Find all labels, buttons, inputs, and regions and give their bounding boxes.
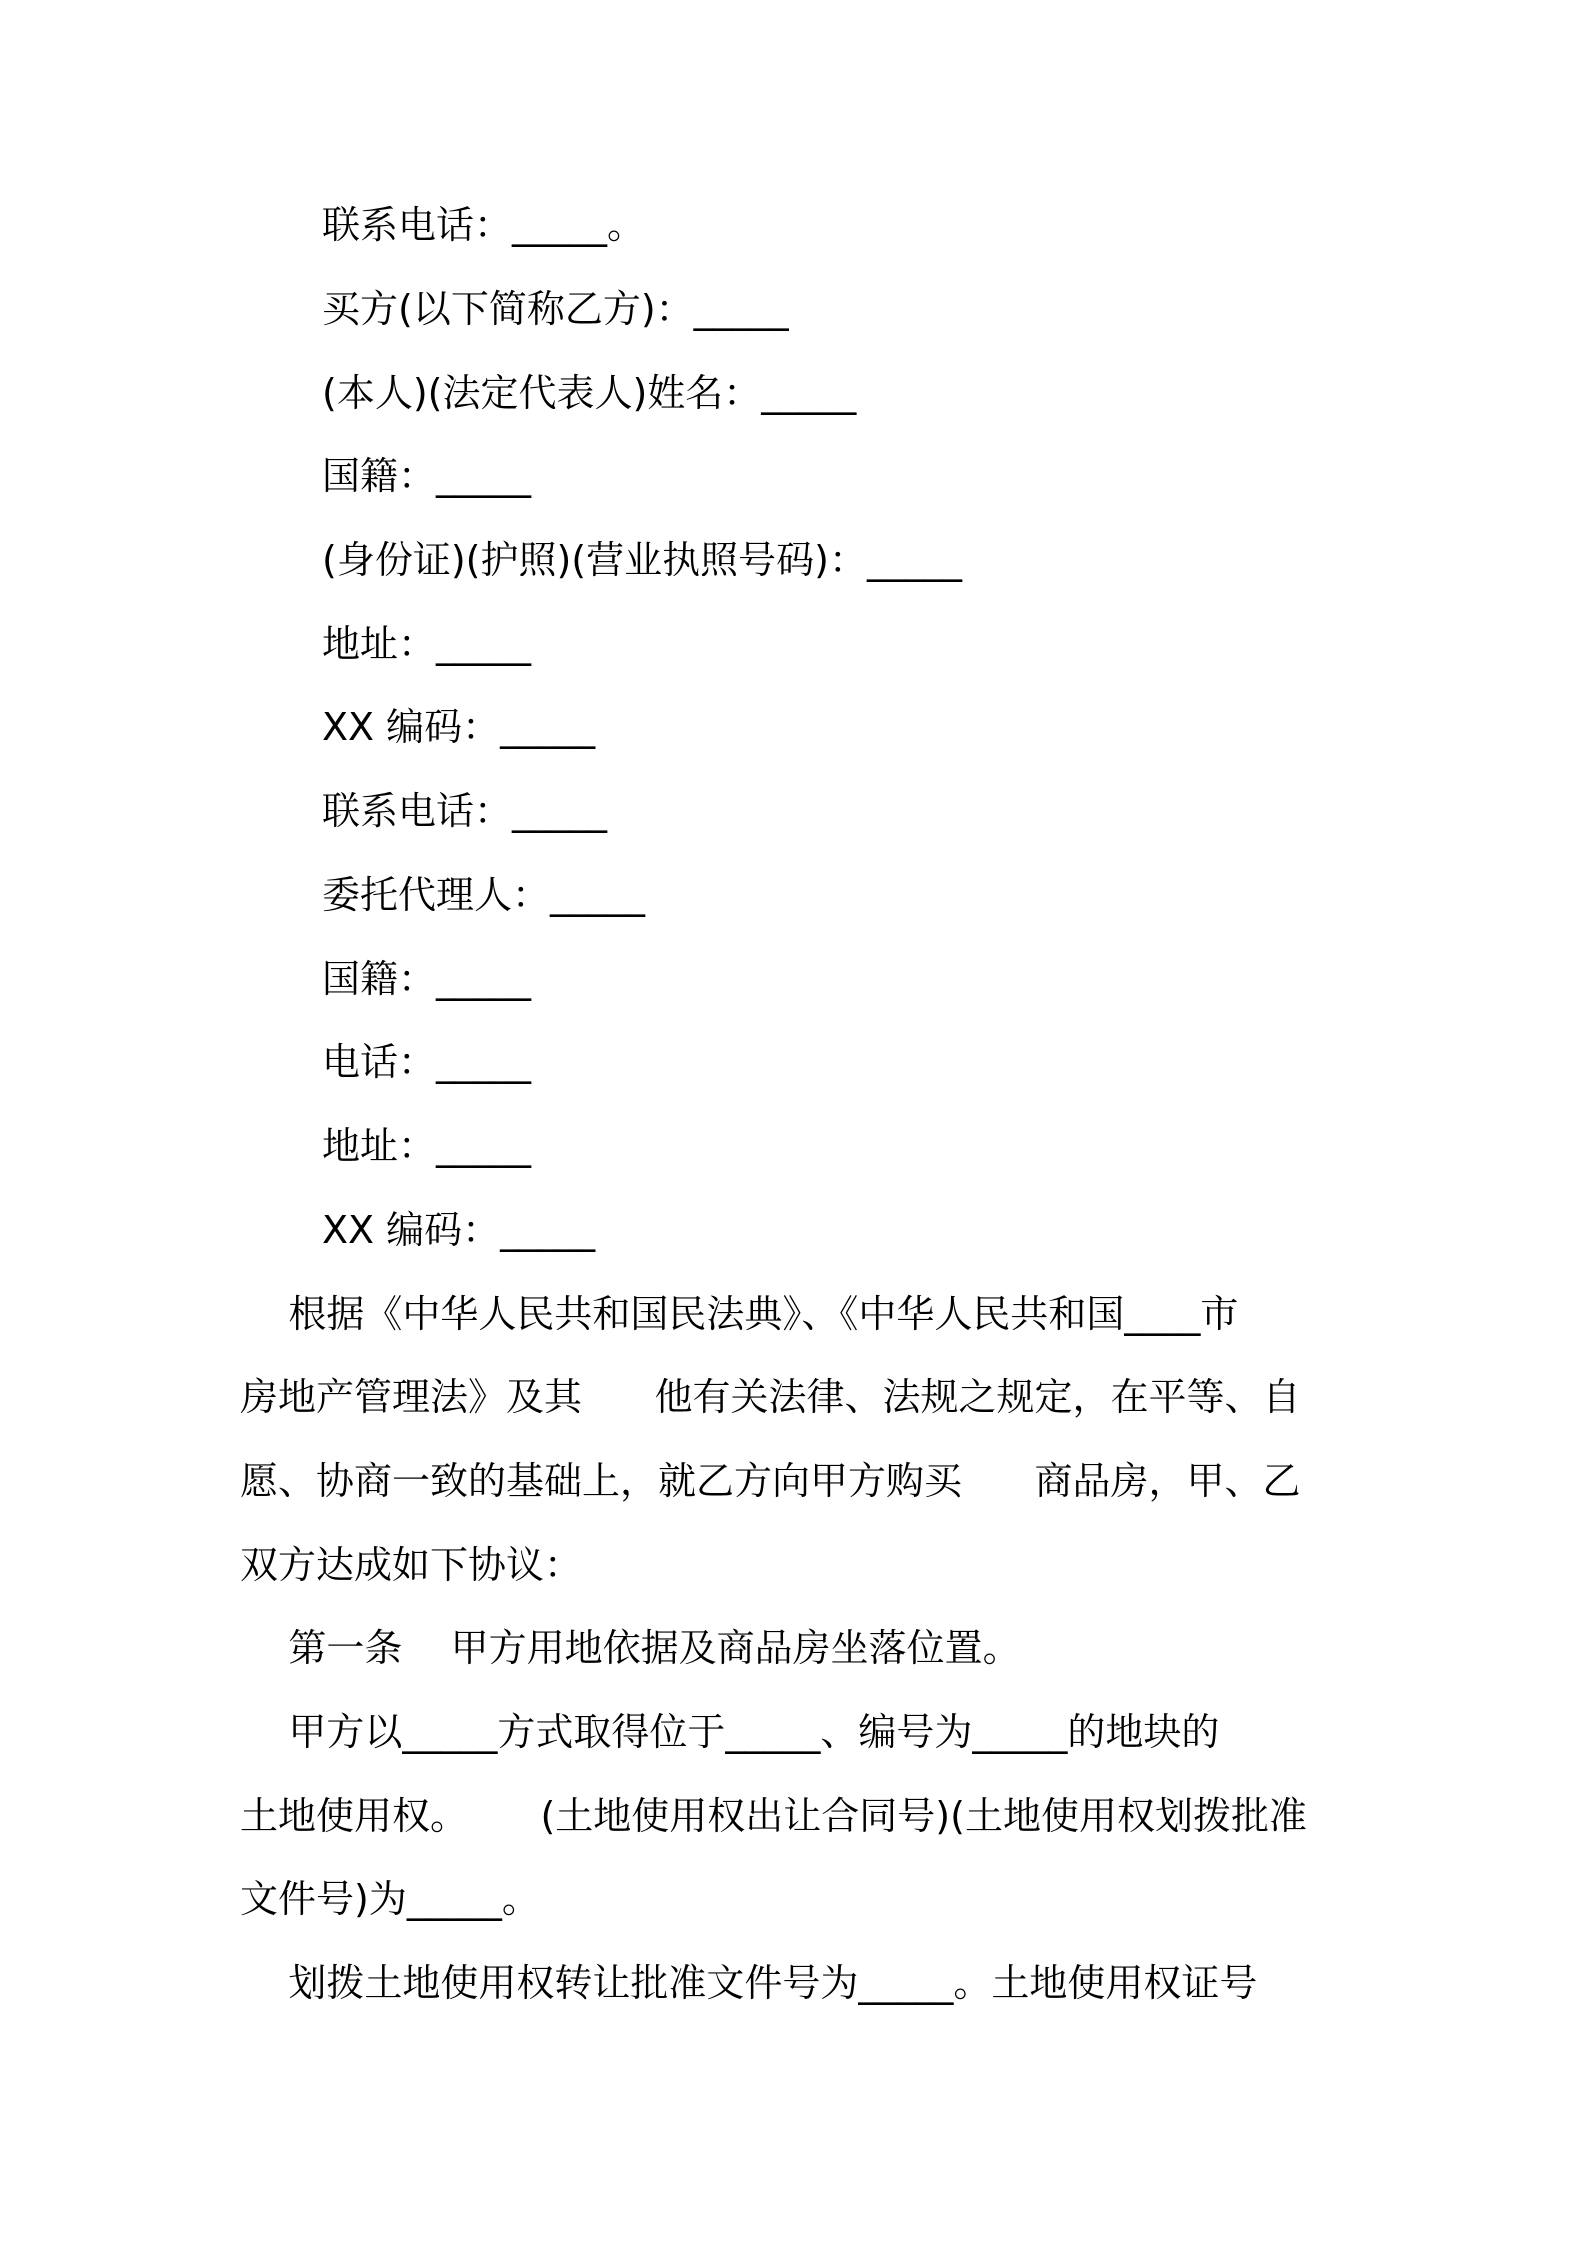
transfer-paragraph-line: 划拨土地使用权转让批准文件号为_____。土地使用权证号 [240,1961,1258,2005]
buyer-phone-field: 联系电话：_____ [322,789,608,833]
agent-address-field: 地址：_____ [322,1124,532,1168]
land-paragraph-line: 文件号)为_____。 [240,1877,540,1921]
buyer-heading-field: 买方(以下简称乙方)：_____ [322,287,789,331]
agent-phone-field: 电话：_____ [322,1040,532,1084]
buyer-address-field: 地址：_____ [322,622,532,666]
basis-paragraph-line: 根据《中华人民共和国民法典》、《中华人民共和国____市 [240,1292,1239,1336]
basis-paragraph-line: 房地产管理法》及其 他有关法律、法规之规定，在平等、自 [240,1375,1301,1419]
land-paragraph-line: 甲方以_____方式取得位于_____、编号为_____的地块的 [240,1710,1220,1754]
agent-postcode-field: XX 编码：_____ [322,1208,596,1252]
seller-phone-field: 联系电话：_____。 [322,203,646,247]
buyer-name-field: (本人)(法定代表人)姓名：_____ [322,371,857,415]
article-1-heading: 第一条 甲方用地依据及商品房坐落位置。 [240,1626,1021,1670]
agent-name-field: 委托代理人：_____ [322,873,646,917]
buyer-postcode-field: XX 编码：_____ [322,705,596,749]
basis-paragraph-line: 愿、协商一致的基础上，就乙方向甲方购买 商品房，甲、乙 [240,1459,1301,1503]
land-paragraph-line: 土地使用权。 (土地使用权出让合同号)(土地使用权划拨批准 [240,1794,1307,1838]
agent-nationality-field: 国籍：_____ [322,957,532,1001]
buyer-nationality-field: 国籍：_____ [322,454,532,498]
basis-paragraph-line: 双方达成如下协议： [240,1543,583,1587]
buyer-id-number-field: (身份证)(护照)(营业执照号码)：_____ [322,538,962,582]
